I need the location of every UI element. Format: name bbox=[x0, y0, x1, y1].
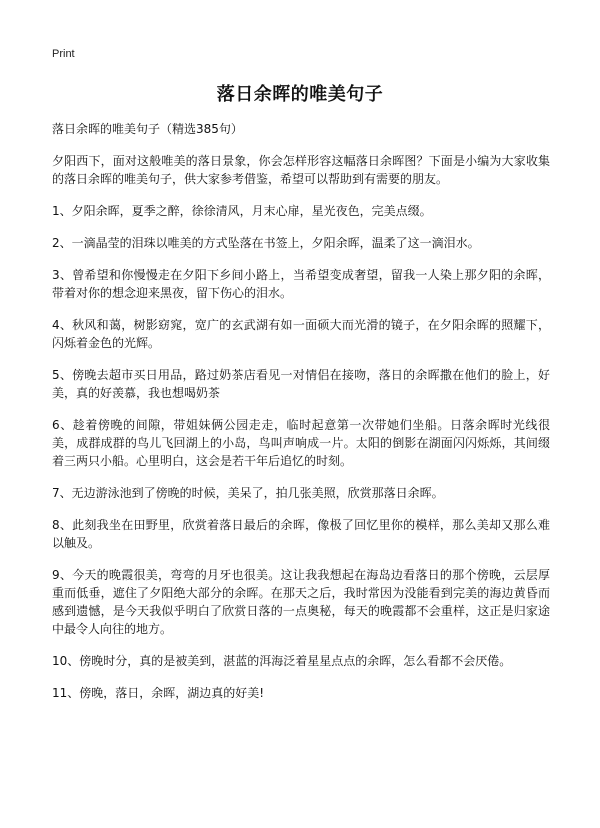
sentence-item: 9、今天的晚霞很美，弯弯的月牙也很美。这让我我想起在海岛边看落日的那个傍晚，云层厚重而低垂，遮住了夕阳绝大部分的余晖。在那天之后，我时常因为没能看到完美的海边黄昏而感到遗憾，是今天我似乎明白了欣赏日落的一点奥秘，每天的晚霞都不会重样，这正是归家途中最令人向往的地方。 bbox=[52, 568, 550, 636]
sentence-item: 6、趁着傍晚的间隙，带姐妹俩公园走走，临时起意第一次带她们坐船。日落余晖时光线很美，成群成群的鸟儿飞回湖上的小岛，鸟叫声响成一片。太阳的倒影在湖面闪闪烁烁，其间缀着三两只小船。心里明白，这会是若干年后追忆的时刻。 bbox=[52, 418, 550, 468]
print-link[interactable]: Print bbox=[52, 48, 75, 60]
sentence-item: 10、傍晚时分，真的是被美到，湛蓝的洱海泛着星星点点的余晖，怎么看都不会厌倦。 bbox=[52, 654, 512, 668]
sentence-item: 1、夕阳余晖，夏季之醉，徐徐清风，月末心扉，星光夜色，完美点缀。 bbox=[52, 204, 432, 218]
sentence-item: 3、曾希望和你慢慢走在夕阳下乡间小路上，当希望变成奢望，留我一人染上那夕阳的余晖，带着对你的想念迎来黑夜，留下伤心的泪水。 bbox=[52, 268, 550, 300]
sentence-item: 4、秋风和蔼，树影窈窕，宽广的玄武湖有如一面硕大而光滑的镜子，在夕阳余晖的照耀下，闪烁着金色的光辉。 bbox=[52, 318, 550, 350]
intro-paragraph: 夕阳西下，面对这般唯美的落日景象，你会怎样形容这幅落日余晖图？下面是小编为大家收集的落日余晖的唯美句子，供大家参考借鉴，希望可以帮助到有需要的朋友。 bbox=[52, 154, 550, 186]
sentence-item: 2、一滴晶莹的泪珠以唯美的方式坠落在书签上，夕阳余晖，温柔了这一滴泪水。 bbox=[52, 236, 480, 250]
sentence-item: 11、傍晚，落日，余晖，湖边真的好美! bbox=[52, 686, 265, 700]
article-subtitle: 落日余晖的唯美句子（精选385句） bbox=[52, 122, 243, 136]
sentence-item: 5、傍晚去超市买日用品，路过奶茶店看见一对情侣在接吻，落日的余晖撒在他们的脸上，好美，真的好羡慕，我也想喝奶茶 bbox=[52, 368, 550, 400]
article-body bbox=[52, 120, 550, 716]
page-title: 落日余晖的唯美句子 bbox=[216, 84, 384, 105]
sentence-item: 8、此刻我坐在田野里，欣赏着落日最后的余晖，像极了回忆里你的模样，那么美却又那么难以触及。 bbox=[52, 518, 550, 550]
sentence-item: 7、无边游泳池到了傍晚的时候，美呆了，拍几张美照，欣赏那落日余晖。 bbox=[52, 486, 444, 500]
